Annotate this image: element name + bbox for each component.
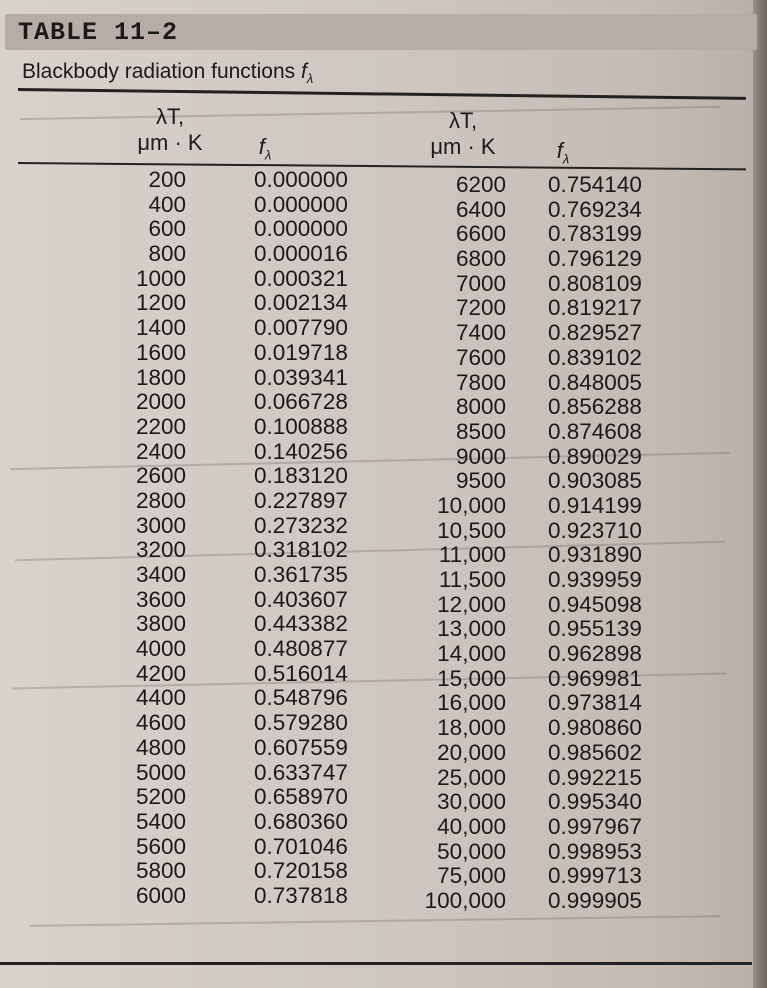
f-value-cell: 0.754140 <box>548 172 642 197</box>
f-value-cell: 0.939959 <box>548 567 642 592</box>
f-value-cell: 0.140256 <box>254 438 348 464</box>
lambda-t-cell: 3800 <box>135 611 186 637</box>
table-caption <box>22 60 313 86</box>
f-value-cell: 0.998953 <box>548 838 642 864</box>
lambda-t-cell: 30,000 <box>437 789 506 815</box>
lambda-t-cell: 3600 <box>135 586 186 612</box>
lambda-t-cell: 2600 <box>135 463 186 489</box>
lambda-t-cell: 1600 <box>135 339 186 365</box>
right-lambda-t-header <box>425 108 501 160</box>
lambda-t-cell: 13,000 <box>437 616 506 642</box>
f-value-cell: 0.839102 <box>548 344 642 370</box>
f-value-cell: 0.999905 <box>548 887 642 913</box>
lambda-t-cell: 7200 <box>455 295 506 321</box>
right-f-symbol: f <box>556 138 563 163</box>
lambda-t-cell: 25,000 <box>437 764 506 790</box>
right-lambda-t-column <box>412 173 506 914</box>
right-lambda-t-header-line2: μm · K <box>430 134 496 159</box>
lambda-t-cell: 20,000 <box>437 739 506 765</box>
f-value-cell: 0.829527 <box>548 320 642 346</box>
f-value-cell: 0.969981 <box>548 665 642 691</box>
f-value-cell: 0.783199 <box>548 221 642 247</box>
f-value-cell: 0.227897 <box>254 487 348 513</box>
lambda-t-cell: 8000 <box>455 394 506 420</box>
lambda-t-cell: 11,500 <box>438 567 506 592</box>
left-f-symbol: f <box>258 134 265 159</box>
f-value-cell: 0.066728 <box>254 389 348 415</box>
f-value-cell: 0.183120 <box>254 463 348 489</box>
table-number: TABLE 11–2 <box>18 18 179 47</box>
left-lambda-t-header <box>135 104 205 156</box>
lambda-t-cell: 1200 <box>135 290 186 316</box>
lambda-t-cell: 12,000 <box>437 591 506 617</box>
f-value-cell: 0.000000 <box>254 191 348 217</box>
f-value-cell: 0.997967 <box>548 813 642 839</box>
right-lambda-t-header-line1: λT, <box>448 108 478 133</box>
f-value-cell: 0.318102 <box>254 537 348 563</box>
f-value-cell: 0.000321 <box>254 265 348 291</box>
lambda-t-cell: 1400 <box>135 315 186 341</box>
bottom-rule <box>0 962 752 965</box>
right-f-subscript: λ <box>562 151 570 167</box>
lambda-t-cell: 14,000 <box>437 641 506 667</box>
lambda-t-cell: 7800 <box>455 369 506 395</box>
f-value-cell: 0.995340 <box>548 789 642 815</box>
caption-symbol: f <box>301 60 307 83</box>
lambda-t-cell: 1800 <box>135 364 186 390</box>
right-f-column <box>548 173 658 914</box>
f-value-cell: 0.658970 <box>254 784 348 810</box>
f-value-cell: 0.903085 <box>548 468 642 494</box>
lambda-t-cell: 9000 <box>455 443 506 469</box>
lambda-t-cell: 200 <box>148 167 186 192</box>
lambda-t-cell: 4200 <box>135 660 186 686</box>
lambda-t-cell: 2200 <box>135 413 186 439</box>
f-value-cell: 0.579280 <box>254 710 348 736</box>
lambda-t-cell: 7400 <box>455 320 506 346</box>
lambda-t-cell: 18,000 <box>437 715 506 741</box>
f-value-cell: 0.100888 <box>254 413 348 439</box>
lambda-t-cell: 1000 <box>135 265 186 291</box>
lambda-t-cell: 5200 <box>135 784 186 810</box>
f-value-cell: 0.819217 <box>548 295 642 321</box>
f-value-cell: 0.443382 <box>254 611 348 637</box>
f-value-cell: 0.361735 <box>254 562 348 587</box>
f-value-cell: 0.737818 <box>254 882 348 908</box>
f-value-cell: 0.931890 <box>548 542 642 568</box>
lambda-t-cell: 6600 <box>455 221 506 247</box>
lambda-t-cell: 3200 <box>135 537 186 563</box>
lambda-t-cell: 6000 <box>135 882 186 908</box>
caption-subscript: λ <box>306 71 314 87</box>
f-value-cell: 0.955139 <box>548 616 642 642</box>
lambda-t-cell: 6200 <box>455 172 506 197</box>
f-value-cell: 0.701046 <box>254 833 348 859</box>
lambda-t-cell: 8500 <box>455 418 506 444</box>
lambda-t-cell: 2000 <box>135 389 186 415</box>
f-value-cell: 0.403607 <box>254 586 348 612</box>
lambda-t-cell: 400 <box>148 191 186 217</box>
lambda-t-cell: 4400 <box>135 685 186 711</box>
left-f-header <box>250 134 280 162</box>
f-value-cell: 0.769234 <box>548 196 642 222</box>
f-value-cell: 0.890029 <box>548 443 642 469</box>
f-value-cell: 0.607559 <box>254 734 348 760</box>
lambda-t-cell: 4600 <box>135 710 186 736</box>
f-value-cell: 0.480877 <box>254 636 348 662</box>
page-edge <box>753 0 767 988</box>
left-lambda-t-column <box>120 168 186 909</box>
lambda-t-cell: 11,000 <box>438 542 506 568</box>
f-value-cell: 0.973814 <box>548 690 642 716</box>
f-value-cell: 0.848005 <box>548 369 642 395</box>
left-f-column <box>254 168 364 909</box>
f-value-cell: 0.796129 <box>548 246 642 272</box>
lambda-t-cell: 3400 <box>135 562 186 587</box>
lambda-t-cell: 5600 <box>135 833 186 859</box>
lambda-t-cell: 15,000 <box>437 665 506 691</box>
lambda-t-cell: 6800 <box>455 246 506 272</box>
lambda-t-cell: 2400 <box>135 438 186 464</box>
lambda-t-cell: 7600 <box>455 344 506 370</box>
f-value-cell: 0.985602 <box>548 739 642 765</box>
f-value-cell: 0.019718 <box>254 339 348 365</box>
f-value-cell: 0.945098 <box>548 591 642 617</box>
lambda-t-cell: 10,000 <box>437 492 506 518</box>
f-value-cell: 0.914199 <box>548 492 642 518</box>
left-lambda-t-header-line2: μm · K <box>137 130 203 155</box>
lambda-t-cell: 4000 <box>135 636 186 662</box>
f-value-cell: 0.000016 <box>254 241 348 267</box>
lambda-t-cell: 3000 <box>135 512 186 538</box>
left-f-subscript: λ <box>264 147 272 163</box>
f-value-cell: 0.633747 <box>254 759 348 785</box>
lambda-t-cell: 800 <box>148 241 186 267</box>
lambda-t-cell: 7000 <box>455 270 506 296</box>
f-value-cell: 0.720158 <box>254 858 348 884</box>
lambda-t-cell: 10,500 <box>437 517 506 543</box>
f-value-cell: 0.980860 <box>548 715 642 741</box>
lambda-t-cell: 9500 <box>455 468 506 494</box>
right-f-header <box>548 138 578 166</box>
f-value-cell: 0.874608 <box>548 418 642 444</box>
f-value-cell: 0.680360 <box>254 808 348 834</box>
lambda-t-cell: 600 <box>148 216 186 242</box>
f-value-cell: 0.007790 <box>254 315 348 341</box>
lambda-t-cell: 6400 <box>455 196 506 222</box>
f-value-cell: 0.516014 <box>254 660 348 686</box>
f-value-cell: 0.856288 <box>548 394 642 420</box>
lambda-t-cell: 16,000 <box>437 690 506 716</box>
f-value-cell: 0.992215 <box>548 764 642 790</box>
f-value-cell: 0.808109 <box>548 270 642 296</box>
f-value-cell: 0.999713 <box>548 863 642 889</box>
f-value-cell: 0.273232 <box>254 512 348 538</box>
lambda-t-cell: 50,000 <box>437 838 506 864</box>
f-value-cell: 0.000000 <box>254 167 348 192</box>
lambda-t-cell: 75,000 <box>437 863 506 889</box>
lambda-t-cell: 2800 <box>135 487 186 513</box>
lambda-t-cell: 5800 <box>135 858 186 884</box>
left-lambda-t-header-line1: λT, <box>155 104 185 129</box>
f-value-cell: 0.039341 <box>254 364 348 390</box>
f-value-cell: 0.548796 <box>254 685 348 711</box>
lambda-t-cell: 40,000 <box>437 813 506 839</box>
lambda-t-cell: 5000 <box>135 759 186 785</box>
f-value-cell: 0.002134 <box>254 290 348 316</box>
lambda-t-cell: 100,000 <box>424 887 506 913</box>
f-value-cell: 0.962898 <box>548 641 642 667</box>
lambda-t-cell: 4800 <box>135 734 186 760</box>
f-value-cell: 0.000000 <box>254 216 348 242</box>
lambda-t-cell: 5400 <box>135 808 186 834</box>
f-value-cell: 0.923710 <box>548 517 642 543</box>
caption-text: Blackbody radiation functions <box>22 60 301 83</box>
